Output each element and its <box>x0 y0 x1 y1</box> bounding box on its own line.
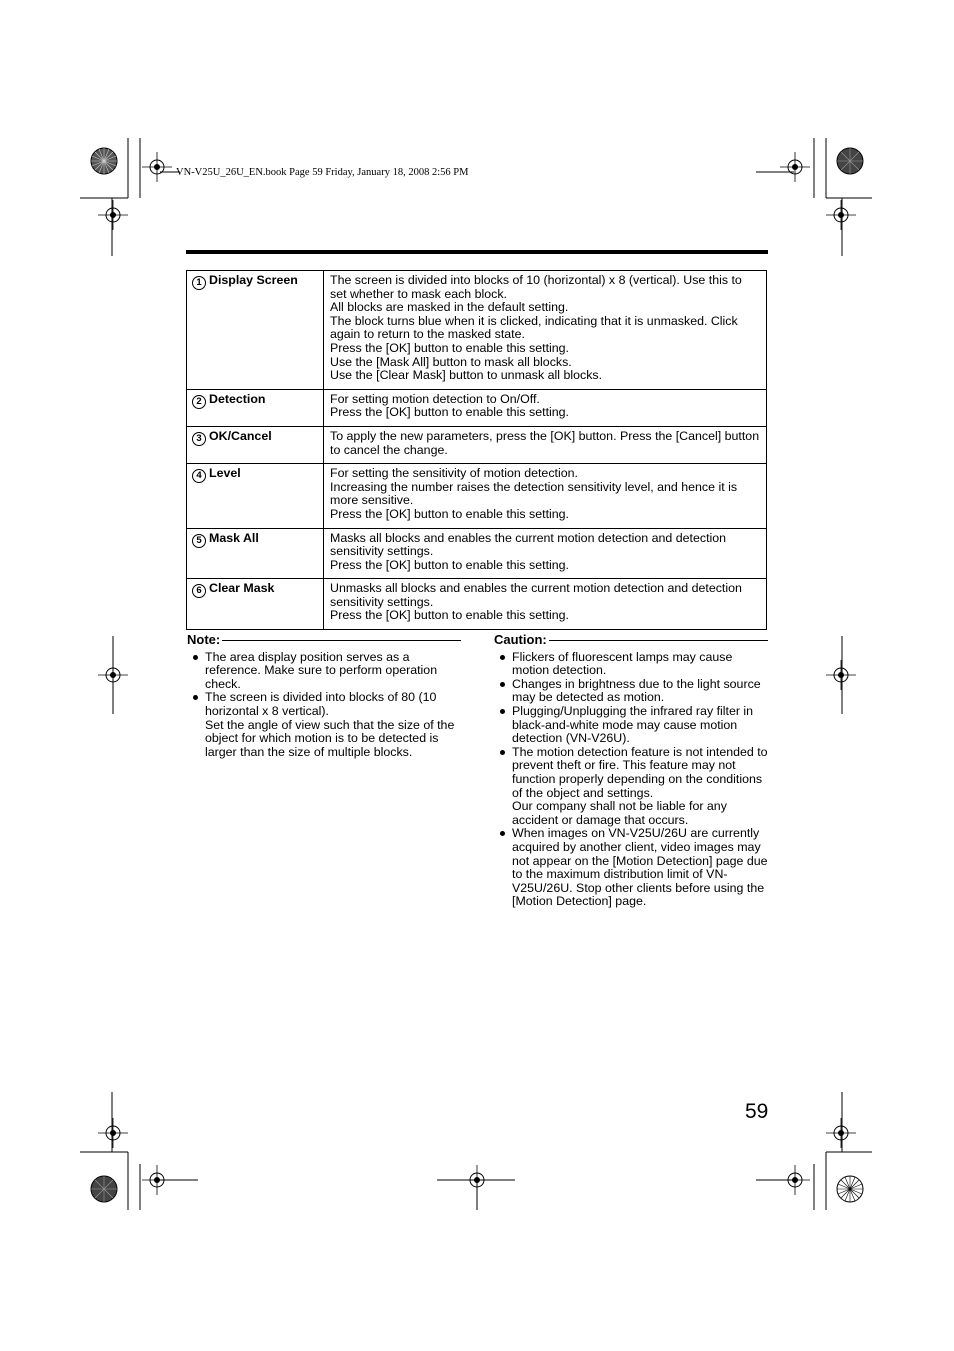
description-line: Press the [OK] button to enable this setting. <box>330 557 570 572</box>
description-line: Masks all blocks and enables the current motion detection and detection sensitivity settings. <box>330 530 727 559</box>
row-label: Mask All <box>209 530 259 545</box>
list-item <box>494 746 768 828</box>
row-label: OK/Cancel <box>209 428 272 443</box>
description-line: Press the [OK] button to enable this setting. <box>330 340 570 355</box>
list-item <box>494 705 768 746</box>
row-label-cell <box>187 271 324 390</box>
list-item-text: Set the angle of view such that the size of the object for which motion is to be detected is larger than the size of multiple blocks. <box>205 717 455 759</box>
caution-list <box>494 651 768 909</box>
row-label-cell <box>187 528 324 579</box>
table-row <box>187 579 767 630</box>
row-description-cell <box>324 426 767 463</box>
crop-mark <box>756 1092 874 1212</box>
list-item-text: Plugging/Unplugging the infrared ray filter in black-and-white mode may cause motion detection (VN-V26U). <box>512 703 754 746</box>
row-description-cell <box>324 271 767 390</box>
table-row <box>187 389 767 426</box>
note-title: Note: <box>187 633 461 647</box>
list-item-text: The motion detection feature is not intended to prevent theft or fire. This feature may not function properly depending on the conditions of the object and settings. <box>512 744 768 800</box>
description-line: Press the [OK] button to enable this setting. <box>330 506 570 521</box>
description-line: Unmasks all blocks and enables the current motion detection and detection sensitivity settings. <box>330 581 742 609</box>
top-rule <box>186 250 768 254</box>
row-label-cell <box>187 579 324 630</box>
row-description-cell <box>324 389 767 426</box>
list-item <box>494 827 768 909</box>
caution-title: Caution: <box>494 633 768 647</box>
row-label-cell <box>187 464 324 528</box>
page-number: 59 <box>745 1100 769 1123</box>
caution-title-rule <box>549 640 768 641</box>
circled-number: 2 <box>192 395 206 409</box>
file-info-header: VN-V25U_26U_EN.book Page 59 Friday, January 18, 2008 2:56 PM <box>176 167 469 178</box>
crop-mark <box>756 138 874 258</box>
row-label: Level <box>209 466 241 481</box>
crop-mark <box>841 636 843 714</box>
row-description-cell <box>324 528 767 579</box>
description-line: Use the [Mask All] button to mask all blocks. <box>330 354 572 369</box>
description-line: Use the [Clear Mask] button to unmask all blocks. <box>330 368 603 383</box>
table-row <box>187 528 767 579</box>
row-label: Detection <box>209 391 266 406</box>
circled-number: 4 <box>192 469 206 483</box>
crop-mark <box>437 1179 517 1211</box>
circled-number: 5 <box>192 534 206 548</box>
crop-mark <box>80 138 180 258</box>
crop-mark <box>112 636 114 714</box>
list-item-text: Our company shall not be liable for any accident or damage that occurs. <box>512 799 727 827</box>
circled-number: 3 <box>192 432 206 446</box>
table-row <box>187 271 767 390</box>
description-line: Press the [OK] button to enable this setting. <box>330 608 570 623</box>
list-item-text: Changes in brightness due to the light source may be detected as motion. <box>512 676 761 705</box>
description-line: The block turns blue when it is clicked, indicating that it is unmasked. Click again to return to the masked state. <box>330 313 738 342</box>
description-line: All blocks are masked in the default setting. <box>330 300 569 315</box>
circled-number: 1 <box>192 276 206 290</box>
list-item-text: When images on VN-V25U/26U are currently acquired by another client, video images may not appear on the [Motion Detection] page due to the maximum distribution limit of VN-V25U/26U. Stop other clients before using the [Motion Detection] page. <box>512 826 768 909</box>
note-title-rule <box>222 640 461 641</box>
row-description-cell <box>324 579 767 630</box>
list-item-text: Flickers of fluorescent lamps may cause motion detection. <box>512 649 733 678</box>
row-label: Clear Mask <box>209 581 275 596</box>
list-item <box>187 691 461 759</box>
list-item-text: The area display position serves as a reference. Make sure to perform operation check. <box>205 649 438 691</box>
table-row <box>187 426 767 463</box>
list-item <box>187 651 461 692</box>
row-label-cell <box>187 389 324 426</box>
description-line: The screen is divided into blocks of 10 (horizontal) x 8 (vertical). Use this to set whether to mask each block. <box>330 273 742 301</box>
row-label: Display Screen <box>209 273 298 287</box>
note-list <box>187 651 461 760</box>
table-row <box>187 464 767 528</box>
crop-mark <box>80 1092 200 1212</box>
row-description-cell <box>324 464 767 528</box>
description-line: Press the [OK] button to enable this setting. <box>330 405 570 420</box>
description-line: For setting motion detection to On/Off. <box>330 391 540 406</box>
caution-section <box>494 633 768 909</box>
note-section <box>187 633 461 759</box>
list-item-text: The screen is divided into blocks of 80 (10 horizontal x 8 vertical). <box>205 690 437 718</box>
list-item <box>494 651 768 678</box>
circled-number: 6 <box>192 584 206 598</box>
description-line: For setting the sensitivity of motion detection. <box>330 466 578 481</box>
description-line: Increasing the number raises the detection sensitivity level, and hence it is more sensitive. <box>330 479 738 508</box>
parameter-table <box>186 270 767 630</box>
row-label-cell <box>187 426 324 463</box>
description-line: To apply the new parameters, press the [OK] button. Press the [Cancel] button to cancel the change. <box>330 428 760 457</box>
list-item <box>494 678 768 705</box>
